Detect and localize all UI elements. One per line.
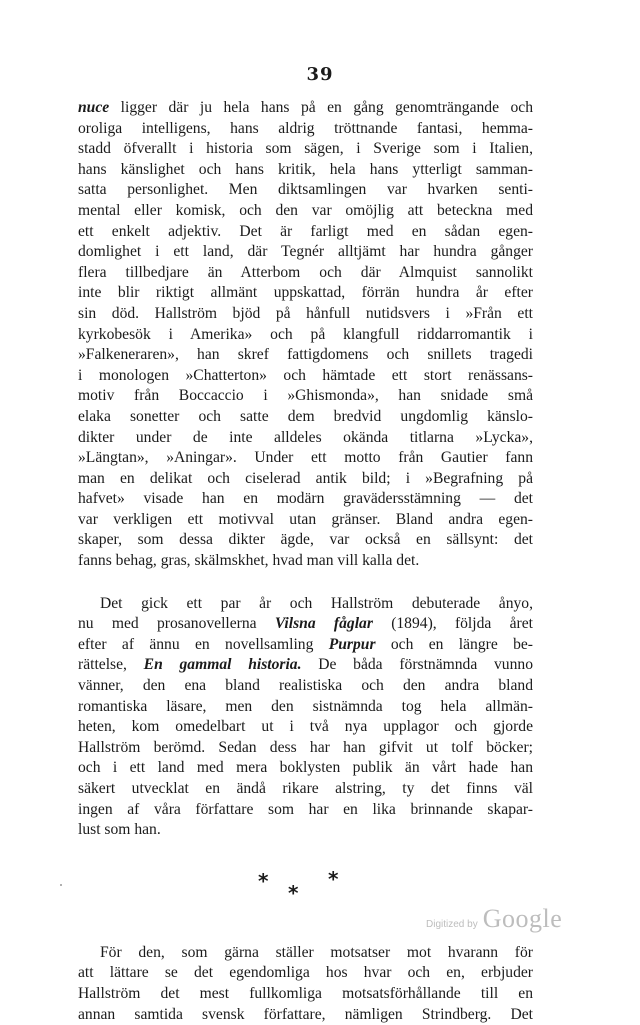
book-title: En gammal historia. bbox=[143, 656, 302, 674]
text-line bbox=[78, 469, 533, 490]
text-line bbox=[78, 160, 533, 181]
text-run: ingen af våra författare som har en lika brinnande skapar- bbox=[78, 800, 533, 818]
text-run: att lättare se det egendomliga hos hvar och en, erbjuder bbox=[78, 964, 533, 982]
text-line bbox=[78, 366, 533, 387]
text-line bbox=[78, 676, 533, 697]
text-run: man en delikat och ciselerad antik bild; i »Begrafning på bbox=[78, 469, 533, 487]
page-number: 39 bbox=[306, 64, 334, 85]
text-run: satta personlighet. Men diktsamlingen var hvarken senti- bbox=[78, 181, 533, 199]
text-line bbox=[78, 717, 533, 738]
text-run: annan samtida svensk författare, nämligen Strindberg. Det bbox=[78, 1005, 533, 1023]
text-line bbox=[78, 510, 533, 531]
text-run: elaka sonetter och satte dem bredvid ungdomlig känslo- bbox=[78, 407, 533, 425]
text-run: dikter under de inte alldeles okända titlarna »Lycka», bbox=[78, 428, 533, 446]
text-line bbox=[78, 386, 533, 407]
text-run: kyrkobesök i Amerika» och på klangfull riddarromantik i bbox=[78, 325, 533, 343]
text-line bbox=[78, 530, 533, 551]
text-run: flera tillbedjare än Atterbom och där Almquist sannolikt bbox=[78, 263, 533, 281]
text-run: stadd öfverallt i historia som sägen, i Sverige som i Italien, bbox=[78, 140, 533, 158]
text-line bbox=[78, 283, 533, 304]
text-run: motiv från Boccaccio i »Ghismonda», han snidade små bbox=[78, 387, 533, 405]
text-run: rättelse, bbox=[78, 656, 144, 674]
text-run: Hallström det mest fullkomliga motsatsförhållande till en bbox=[78, 984, 533, 1002]
watermark-logo-text: Google bbox=[482, 904, 563, 933]
text-run: och i ett land med mera boklysten publik än vårt hade han bbox=[78, 759, 533, 777]
paragraph-3 bbox=[78, 943, 533, 1025]
text-run: heten, kom omedelbart ut i två nya upplagor och gjorde bbox=[78, 718, 533, 736]
text-line bbox=[78, 984, 533, 1005]
text-run: »Falkeneraren», han skref fattigdomens och snillets tragedi bbox=[78, 346, 533, 364]
text-run: säkert utvecklat en ändå rikare alstring, ty det finns väl bbox=[78, 780, 533, 797]
text-run: För den, som gärna ställer motsatser mot hvarann för bbox=[100, 943, 533, 961]
text-line bbox=[78, 407, 533, 428]
text-line bbox=[78, 325, 533, 346]
text-run: ett enkelt adjektiv. Det är farligt med en sådan egen- bbox=[78, 222, 533, 240]
text-line bbox=[78, 345, 533, 366]
asterisk: * bbox=[288, 880, 299, 905]
text-line bbox=[78, 738, 533, 759]
text-line bbox=[78, 655, 533, 676]
text-line bbox=[78, 551, 533, 572]
text-line bbox=[78, 222, 533, 243]
text-line bbox=[78, 594, 533, 615]
text-run: (1894), följda året bbox=[372, 615, 533, 633]
text-line bbox=[78, 448, 533, 469]
paper-speck bbox=[60, 884, 62, 886]
text-run: hans känslighet och hans kritik, hela hans ytterligt samman- bbox=[78, 160, 533, 178]
paragraph-2 bbox=[78, 594, 533, 841]
text-line bbox=[78, 242, 533, 263]
text-line bbox=[78, 820, 533, 841]
text-run: romantiska läsare, men den sistnämnda tog hela allmän- bbox=[78, 697, 533, 715]
text-run: oroliga intelligens, hans aldrig tröttnande fantasi, hemma- bbox=[78, 119, 533, 137]
text-run: ligger där ju hela hans på en gång genomträngande och bbox=[109, 99, 533, 116]
paragraph-1 bbox=[78, 98, 533, 572]
digitized-by-google-watermark bbox=[426, 904, 562, 934]
book-title: nuce bbox=[78, 99, 110, 116]
text-line bbox=[78, 119, 533, 140]
text-line bbox=[78, 139, 533, 160]
text-run: Hallström berömd. Sedan dess har han gifvit ut tolf böcker; bbox=[78, 738, 533, 756]
book-title: Purpur bbox=[328, 635, 376, 653]
asterisk: * bbox=[258, 868, 269, 893]
text-run: hafvet» visade han en modärn gravädersstämning — det bbox=[78, 490, 533, 508]
text-run: lust som han. bbox=[78, 821, 161, 839]
text-run: skaper, som dessa dikter ägde, var också en sällsynt: det bbox=[78, 531, 533, 549]
text-line bbox=[78, 304, 533, 325]
text-line bbox=[78, 1005, 533, 1025]
text-line bbox=[78, 180, 533, 201]
text-run: Det gick ett par år och Hallström debuterade ånyo, bbox=[100, 594, 533, 612]
text-run: mental eller komisk, och den var omöjlig att beteckna med bbox=[78, 201, 533, 219]
body-text bbox=[78, 98, 533, 1025]
text-run: domlighet i ett land, där Tegnér alltjämt har hundra gånger bbox=[78, 243, 533, 261]
text-line bbox=[78, 263, 533, 284]
text-run: De båda förstnämnda vunno bbox=[301, 656, 533, 674]
text-line bbox=[78, 758, 533, 779]
text-line bbox=[78, 489, 533, 510]
text-run: efter af ännu en novellsamling bbox=[78, 635, 329, 653]
text-run: fanns behag, gras, skälmskhet, hvad man vill kalla det. bbox=[78, 552, 420, 570]
text-run: var verkligen ett motivval utan gränser. Bland andra egen- bbox=[78, 510, 533, 528]
text-run: och en längre be- bbox=[375, 635, 533, 653]
text-run: inte blir riktigt allmänt uppskattad, förrän hundra år efter bbox=[78, 284, 533, 302]
text-line bbox=[78, 943, 533, 964]
text-line bbox=[78, 201, 533, 222]
text-run: »Längtan», »Aningar». Under ett motto från Gautier fann bbox=[78, 449, 533, 467]
text-line bbox=[78, 697, 533, 718]
text-line bbox=[78, 963, 533, 984]
text-line bbox=[78, 428, 533, 449]
text-line bbox=[78, 614, 533, 635]
text-run: vänner, den ena bland realistiska och den andra bland bbox=[78, 677, 533, 695]
asterisk: * bbox=[328, 866, 339, 891]
text-run: i monologen »Chatterton» och hämtade ett stort renässans- bbox=[78, 366, 533, 384]
book-title: Vilsna fåglar bbox=[274, 615, 373, 633]
watermark-small-text: Digitized by bbox=[426, 919, 478, 930]
text-line bbox=[78, 800, 533, 821]
text-run: nu med prosanovellerna bbox=[78, 615, 275, 633]
text-line bbox=[78, 635, 533, 656]
text-run: sin död. Hallström bjöd på hånfull nutidsvers i »Från ett bbox=[78, 304, 533, 322]
text-line bbox=[78, 779, 533, 800]
text-line bbox=[78, 98, 533, 119]
